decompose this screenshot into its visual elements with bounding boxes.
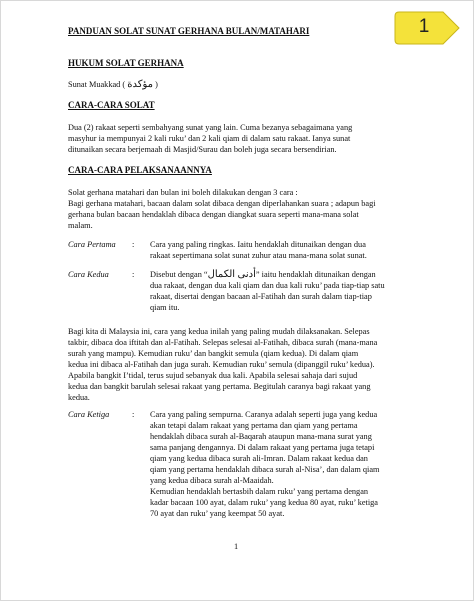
malaysia-line: surah yang mampu). Kemudian ruku’ dan bangkit semula (qiam kedua). Di dalam qiam xyxy=(68,349,359,358)
cara-pertama-line: rakaat sepertimana solat sunat zuhur atau mana-mana solat sunat. xyxy=(150,251,367,260)
cara-pertama-label: Cara Pertama xyxy=(68,240,116,249)
cara-ketiga-colon: : xyxy=(132,410,135,419)
cara-pertama-colon: : xyxy=(132,240,135,249)
malaysia-line: Apabila bangkit I’tidal, terus sujud sebanyak dua kali. Apabila selesai sahaja dari sujud xyxy=(68,371,358,380)
cara-ketiga-line: 70 ayat dan ruku’ yang keempat 50 ayat. xyxy=(150,509,285,518)
cara-kedua-line: qiam itu. xyxy=(150,303,180,312)
cara-solat-line: Dua (2) rakaat seperti sembahyang sunat yang lain. Cuma bezanya sebagaimana yang xyxy=(68,123,353,132)
cara-ketiga-line: qiam yang kedua dibaca surah ali-Imran. Dalam rakaat kedua dan xyxy=(150,454,368,463)
pelaksanaan-intro-line: Bagi gerhana matahari, bacaan dalam solat dibaca dengan diperlahankan suara ; adapun bagi xyxy=(68,199,376,208)
hukum-line xyxy=(68,79,158,90)
cara-ketiga-line: yang kedua dibaca surah al-Maaidah. xyxy=(150,476,274,485)
page-badge-number: 1 xyxy=(418,16,430,37)
hukum-suffix: ) xyxy=(155,80,158,89)
malaysia-line: kedua. xyxy=(68,393,90,402)
malaysia-line: takbir, dibaca doa iftitah dan al-Fatihah. Selepas selesai al-Fatihah, dibaca surah (mana-mana xyxy=(68,338,378,347)
malaysia-line: kedua ini dibaca al-Fatihah dan juga surah. Kemudian ruku’ semula (dipanggil ruku’ kedua). xyxy=(68,360,375,369)
malaysia-line: Bagi kita di Malaysia ini, cara yang kedua inilah yang paling mudah dilaksanakan. Selepas xyxy=(68,327,370,336)
cara-ketiga-line: Kemudian hendaklah bertasbih dalam ruku’ yang pertama dengan xyxy=(150,487,369,496)
heading-pelaksanaan: CARA-CARA PELAKSANAANNYA xyxy=(68,165,212,175)
cara-kedua-arabic: أدنى الكمال xyxy=(207,269,256,280)
cara-kedua-line: rakaat, disertai dengan bacaan al-Fatihah dan surah dalam tiap-tiap xyxy=(150,292,372,301)
cara-kedua-line xyxy=(150,269,376,280)
page-number-badge xyxy=(393,8,463,48)
heading-cara-solat: CARA-CARA SOLAT xyxy=(68,100,155,110)
cara-solat-line: ditunaikan secara berjemaah di Masjid/Surau dan boleh juga secara bersendirian. xyxy=(68,145,337,154)
cara-ketiga-line: hendaklah dibaca surah al-Baqarah ataupun mana-mana surat yang xyxy=(150,432,372,441)
heading-hukum: HUKUM SOLAT GERHANA xyxy=(68,58,184,68)
pelaksanaan-intro-line: gerhana bulan bacaan hendaklah dibaca dengan diangkat suara seperti mana-mana solat xyxy=(68,210,359,219)
cara-ketiga-line: akan tetapi dalam rakaat yang pertama dan qiam yang pertama xyxy=(150,421,358,430)
document-title: PANDUAN SOLAT SUNAT GERHANA BULAN/MATAHARI xyxy=(68,26,310,36)
pelaksanaan-intro-line: malam. xyxy=(68,221,93,230)
cara-ketiga-line: sama panjang dengannya. Di dalam rakaat yang pertama juga tetapi xyxy=(150,443,375,452)
cara-pertama-line: Cara yang paling ringkas. Iaitu hendaklah ditunaikan dengan dua xyxy=(150,240,366,249)
cara-kedua-label: Cara Kedua xyxy=(68,270,109,279)
footer-page-number: 1 xyxy=(234,542,239,551)
cara-kedua-prefix: Disebut dengan “ xyxy=(150,270,208,279)
hukum-arabic: مؤكدة xyxy=(127,79,154,90)
hukum-prefix: Sunat Muakkad ( xyxy=(68,80,126,89)
cara-kedua-colon: : xyxy=(132,270,135,279)
malaysia-line: kedua dan bangkit barulah selesai rakaat yang pertama. Begitulah caranya bagi rakaat yang xyxy=(68,382,371,391)
cara-ketiga-label: Cara Ketiga xyxy=(68,410,110,419)
cara-ketiga-line: Cara yang paling sempurna. Caranya adalah seperti juga yang kedua xyxy=(150,410,378,419)
pelaksanaan-intro-line: Solat gerhana matahari dan bulan ini boleh dilakukan dengan 3 cara : xyxy=(68,188,298,197)
cara-ketiga-line: kadar bacaan 100 ayat, dalam ruku’ yang kedua 80 ayat, ruku’ ketiga xyxy=(150,498,378,507)
cara-ketiga-line: qiam yang pertama hendaklah dibaca surah al-Nisa’, dan dalam qiam xyxy=(150,465,380,474)
cara-solat-line: masyhur ia mempunyai 2 kali ruku’ dan 2 kali qiam di dalam satu rakaat. Ianya sunat xyxy=(68,134,351,143)
cara-kedua-line: dua rakaat, dengan dua kali qiam dan dua kali ruku’ pada tiap-tiap satu xyxy=(150,281,385,290)
cara-kedua-suffix: ” iaitu hendaklah ditunaikan dengan xyxy=(255,270,376,279)
